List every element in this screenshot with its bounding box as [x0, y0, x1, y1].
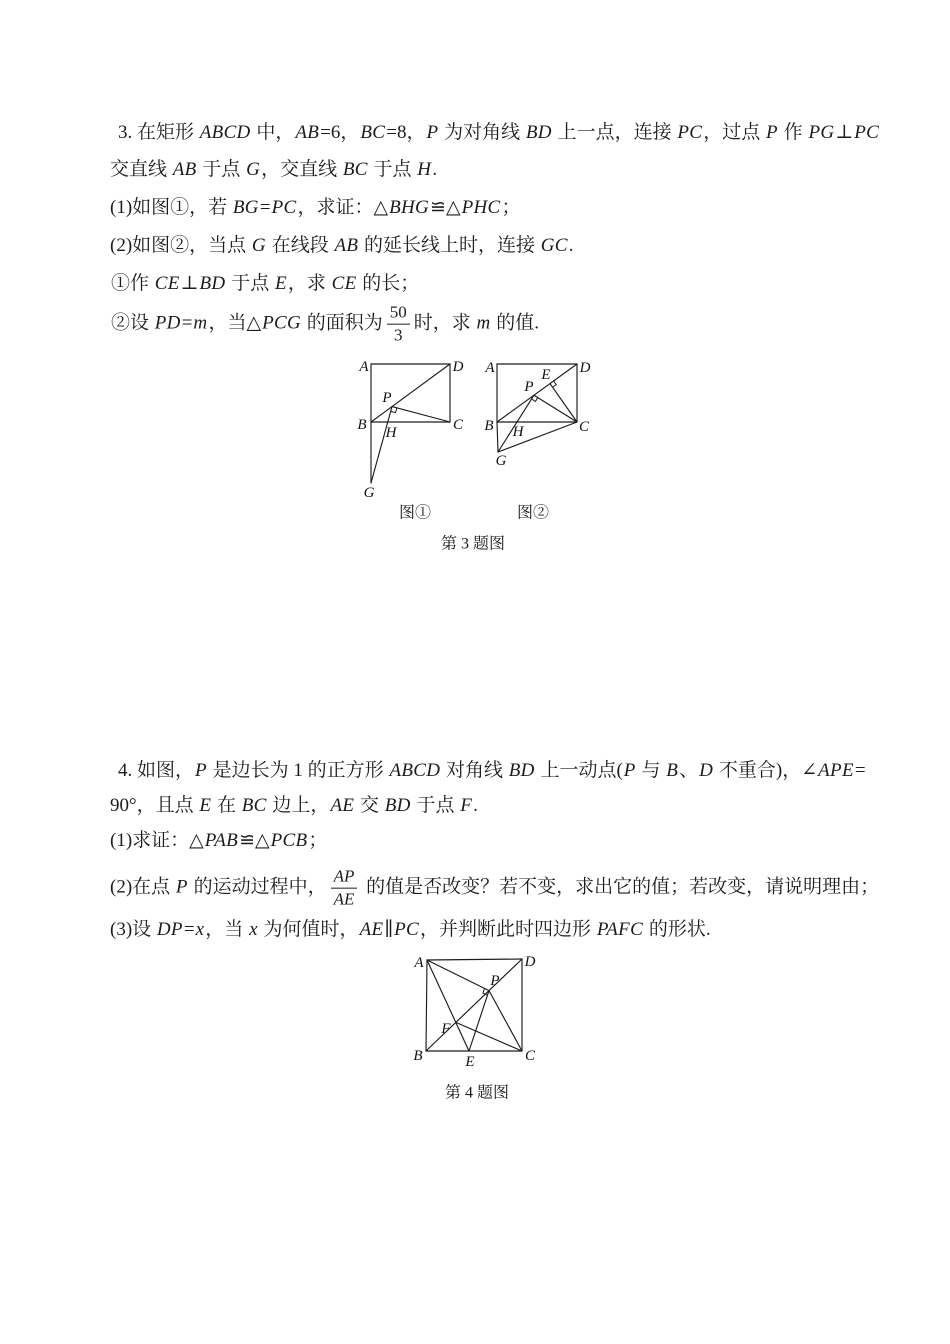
math-var: G: [251, 235, 266, 257]
math-var: AE: [359, 919, 384, 941]
text-run: 不重合)，∠: [714, 760, 818, 782]
math-var: F: [460, 795, 473, 817]
text-run: 边上，: [267, 795, 330, 817]
point-label-G: G: [363, 485, 375, 501]
segment-BG: [497, 422, 498, 452]
point-label-C: C: [524, 1048, 536, 1064]
segment-GC: [498, 422, 577, 452]
math-var: PG: [808, 122, 835, 144]
text-run: 的值.: [491, 313, 540, 335]
segment-PG: [371, 407, 392, 483]
problem-3-line-6: [111, 304, 539, 345]
math-var: PCB: [270, 830, 308, 852]
math-var: AB: [334, 235, 359, 257]
math-var: m: [476, 313, 491, 335]
fraction: $\frac{50}{3}$: [387, 304, 410, 345]
problem-4-line-3: [110, 830, 327, 852]
text-run: .: [432, 159, 438, 181]
text-run: 交: [355, 795, 384, 817]
math-var: BG: [232, 197, 259, 219]
math-var: ABCD: [199, 122, 251, 144]
math-var: PC: [394, 919, 420, 941]
text-run: 与: [636, 760, 666, 782]
math-var: P: [426, 122, 439, 144]
caption-problem4: 第 4 题图: [444, 1084, 510, 1102]
point-label-E: E: [465, 1054, 475, 1070]
text-run: ≌△: [430, 197, 461, 219]
caption-problem3: 第 3 题图: [440, 535, 506, 553]
math-var: P: [195, 760, 207, 782]
point-label-D: D: [579, 360, 591, 376]
math-var: x: [195, 919, 205, 941]
text-run: 3. 在矩形: [118, 122, 199, 144]
math-var: PAFC: [596, 919, 644, 941]
math-var: PC: [677, 122, 703, 144]
math-var: BD: [384, 795, 411, 817]
problem-4-line-5: [110, 919, 711, 941]
segment-PC: [489, 991, 522, 1051]
figure-3-1: [340, 350, 480, 502]
text-run: 的延长线上时，连接: [359, 235, 540, 257]
problem-4-line-2: [110, 795, 478, 817]
point-label-D: D: [452, 359, 464, 375]
text-run: 时，求: [413, 313, 476, 335]
math-var: x: [249, 919, 258, 941]
math-var: E: [199, 795, 212, 817]
text-run: .: [568, 235, 574, 257]
point-label-D: D: [524, 954, 536, 970]
problem-3-line-1: [118, 122, 880, 144]
point-label-B: B: [413, 1048, 423, 1064]
math-var: APE: [818, 760, 854, 782]
text-run: (3)设: [110, 919, 156, 941]
caption-fig1: 图①: [398, 504, 432, 522]
text-run: 在: [212, 795, 241, 817]
text-run: 的运动过程中，: [188, 877, 327, 899]
point-label-P: P: [524, 379, 534, 395]
text-run: 的形状.: [644, 919, 711, 941]
segment-BD: [497, 364, 577, 422]
math-var: BC: [360, 122, 386, 144]
math-var: BD: [525, 122, 552, 144]
segment-CE: [550, 384, 577, 422]
segment-PC: [392, 407, 450, 422]
segment-FC: [456, 1022, 522, 1051]
point-label-E: E: [541, 367, 551, 383]
text-run: =8，: [386, 122, 426, 144]
text-run: (2)如图②，当点: [110, 235, 251, 257]
text-run: ⊥: [835, 122, 854, 144]
point-label-A: A: [414, 955, 424, 971]
math-var: BD: [508, 760, 535, 782]
problem-3-line-2: [110, 159, 437, 181]
point-label-A: A: [485, 360, 495, 376]
math-var: CE: [331, 273, 357, 295]
text-run: ，求证：△: [297, 197, 389, 219]
point-label-C: C: [578, 419, 590, 435]
caption-fig2: 图②: [516, 504, 550, 522]
text-run: 4. 如图，: [118, 760, 195, 782]
text-run: ，当△: [208, 313, 262, 335]
text-run: ；: [501, 197, 521, 219]
text-run: ；: [308, 830, 328, 852]
text-run: 、: [679, 760, 699, 782]
point-label-G: G: [495, 453, 507, 469]
math-var: CE: [154, 273, 180, 295]
text-run: ①作: [111, 273, 154, 295]
point-label-C: C: [452, 417, 464, 433]
text-run: 为何值时，: [258, 919, 359, 941]
text-run: =6，: [320, 122, 360, 144]
segment-BA: [426, 960, 427, 1051]
math-var: G: [246, 159, 261, 181]
segment-AP: [427, 960, 489, 991]
text-run: (1)求证：△: [110, 830, 204, 852]
text-run: 对角线: [441, 760, 508, 782]
text-run: =: [183, 919, 195, 941]
problem-3-line-4: [110, 235, 574, 257]
math-var: AB: [295, 122, 320, 144]
text-run: ，交直线: [261, 159, 342, 181]
point-label-A: A: [359, 359, 369, 375]
text-run: ，求: [287, 273, 331, 295]
math-var: BC: [342, 159, 368, 181]
point-label-F: F: [441, 1021, 451, 1037]
math-var: ABCD: [389, 760, 441, 782]
math-var: BD: [199, 273, 226, 295]
segment-PC: [534, 395, 577, 422]
text-run: ，过点: [703, 122, 766, 144]
problem-3-line-5: [111, 273, 419, 295]
point-label-B: B: [484, 418, 494, 434]
text-run: 为对角线: [439, 122, 525, 144]
point-label-H: H: [512, 424, 524, 440]
math-var: PC: [271, 197, 297, 219]
math-var: PAB: [204, 830, 239, 852]
math-var: E: [274, 273, 287, 295]
math-var: GC: [540, 235, 568, 257]
text-run: ≌△: [239, 830, 270, 852]
text-run: =: [854, 760, 866, 782]
text-run: ∥: [384, 919, 394, 941]
point-label-P: P: [490, 973, 500, 989]
text-run: 的值是否改变？若不变，求出它的值；若改变，请说明理由；: [361, 877, 880, 899]
figure-4: [408, 948, 540, 1070]
figure-3-2: [483, 350, 600, 478]
math-var: D: [699, 760, 714, 782]
text-run: 是边长为 1 的正方形: [207, 760, 389, 782]
text-run: 作: [778, 122, 808, 144]
text-run: ，当: [205, 919, 249, 941]
segment-AE: [427, 960, 469, 1051]
text-run: ，并判断此时四边形: [420, 919, 596, 941]
text-run: =: [181, 313, 193, 335]
text-run: 于点: [368, 159, 417, 181]
math-var: P: [623, 760, 636, 782]
math-var: BHG: [389, 197, 430, 219]
text-run: (2)在点: [110, 877, 175, 899]
text-run: 的长；: [357, 273, 420, 295]
math-var: PHC: [461, 197, 501, 219]
text-run: 于点: [226, 273, 274, 295]
text-run: 上一点，连接: [552, 122, 677, 144]
math-var: H: [417, 159, 432, 181]
problem-4-line-4: [110, 868, 879, 909]
math-var: P: [175, 877, 188, 899]
text-run: 于点: [197, 159, 246, 181]
text-run: 中，: [251, 122, 295, 144]
point-label-B: B: [357, 417, 367, 433]
problem-4-line-1: [118, 760, 866, 782]
math-var: m: [193, 313, 208, 335]
fraction: $\frac{AP}{AE}$: [331, 868, 358, 909]
text-run: 于点: [411, 795, 460, 817]
math-var: PCG: [262, 313, 301, 335]
math-var: DP: [156, 919, 183, 941]
text-run: ⊥: [180, 273, 199, 295]
math-var: AE: [330, 795, 355, 817]
text-run: =: [259, 197, 271, 219]
math-var: B: [666, 760, 679, 782]
math-var: PD: [154, 313, 181, 335]
text-run: ②设: [111, 313, 154, 335]
text-run: 的面积为: [301, 313, 383, 335]
text-run: 交直线: [110, 159, 172, 181]
problem-3-line-3: [110, 197, 521, 219]
point-label-H: H: [385, 425, 397, 441]
math-var: P: [766, 122, 778, 144]
text-run: 上一动点(: [535, 760, 623, 782]
text-run: (1)如图①，若: [110, 197, 232, 219]
text-run: 90°，且点: [110, 795, 199, 817]
text-run: .: [473, 795, 478, 817]
math-var: PC: [854, 122, 880, 144]
point-label-P: P: [382, 390, 392, 406]
segment-AD: [427, 959, 522, 960]
text-run: 在线段: [266, 235, 334, 257]
math-var: AB: [172, 159, 197, 181]
math-var: BC: [241, 795, 267, 817]
